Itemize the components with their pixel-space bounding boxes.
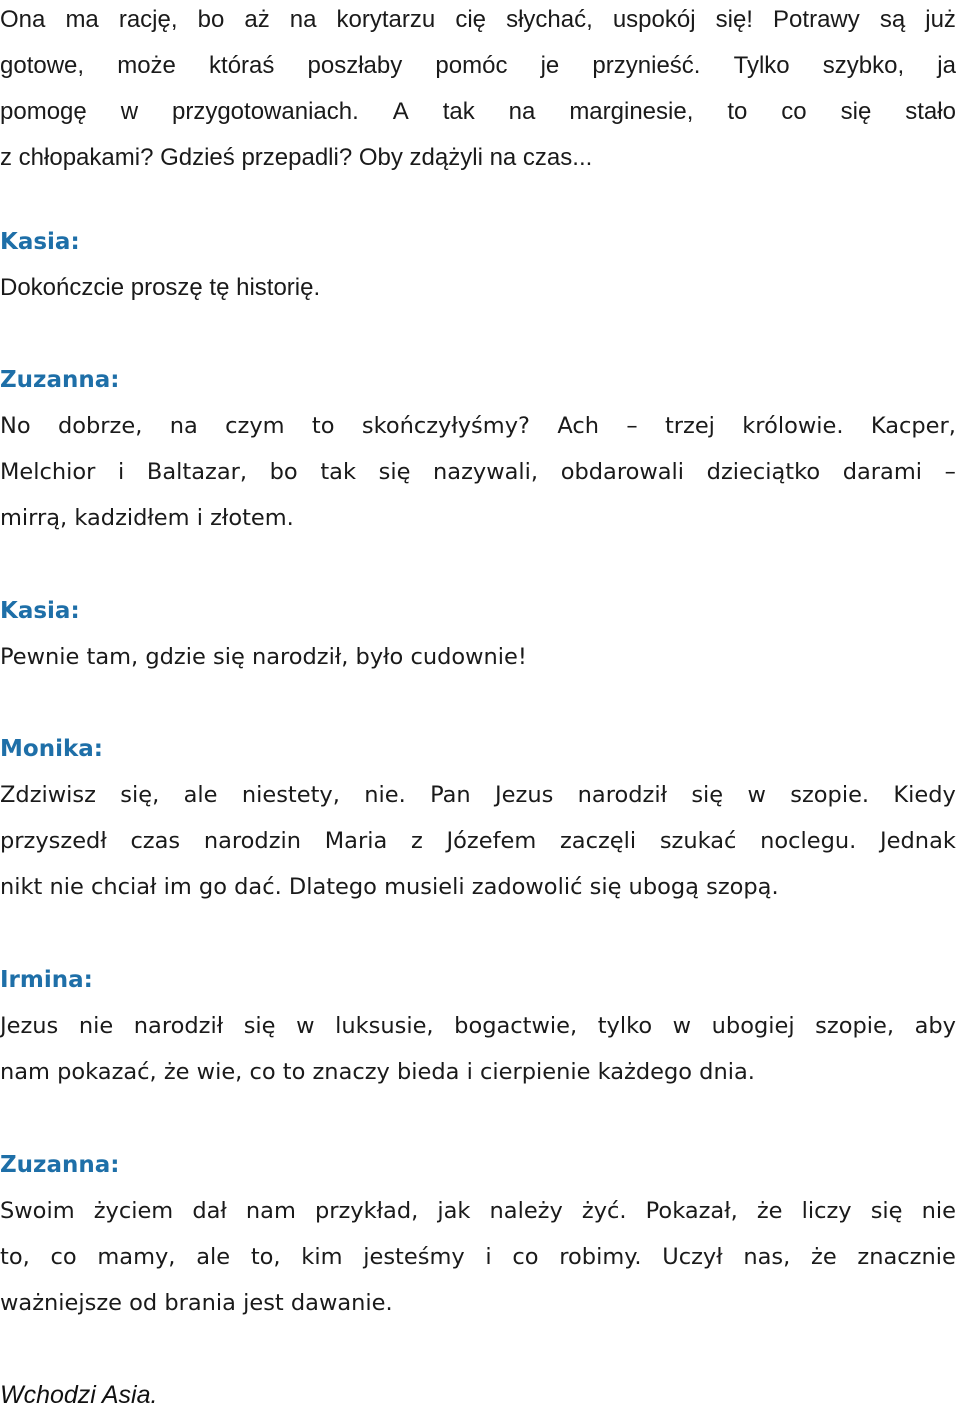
word: jak: [437, 1198, 471, 1224]
word: dzieciątko: [706, 459, 821, 485]
word: czas: [130, 828, 181, 854]
word: Uczył: [662, 1244, 723, 1270]
word: No: [0, 413, 31, 439]
word: ale: [196, 1244, 231, 1270]
word: co: [512, 1244, 539, 1270]
word: gotowe,: [0, 52, 85, 79]
word: na: [508, 98, 536, 125]
word: należy: [489, 1198, 563, 1224]
speaker-name: Zuzanna:: [0, 1152, 120, 1178]
word: nam: [245, 1198, 296, 1224]
word: pomogę: [0, 98, 87, 125]
word: Ona: [0, 6, 46, 33]
word: nazywali,: [433, 459, 539, 485]
text-line: [0, 43, 956, 89]
word: słychać,: [506, 6, 593, 33]
word: z: [410, 828, 423, 854]
word: nie: [921, 1198, 956, 1224]
speaker-name: Irmina:: [0, 967, 93, 993]
word: czym: [225, 413, 285, 439]
speaker-name: Kasia:: [0, 598, 80, 624]
word: Ach: [557, 413, 599, 439]
word: się: [840, 98, 872, 125]
word: bo: [269, 459, 298, 485]
word: jesteśmy: [363, 1244, 465, 1270]
word: że: [811, 1244, 837, 1270]
word: żyć.: [581, 1198, 627, 1224]
word: mamy,: [97, 1244, 176, 1270]
word: ja: [937, 52, 956, 79]
dialogue-entry: [0, 1142, 958, 1326]
word: w: [672, 1013, 692, 1039]
word: niestety,: [241, 782, 340, 808]
word: poszłaby: [307, 52, 403, 79]
word: Swoim: [0, 1198, 75, 1224]
word: Jezus: [0, 1013, 59, 1039]
dialogue-line: [0, 1234, 956, 1280]
word: bo: [197, 6, 225, 33]
word: w: [296, 1013, 315, 1039]
speaker-name: Zuzanna:: [0, 367, 120, 393]
word: pomóc: [435, 52, 508, 79]
word: trzej: [664, 413, 715, 439]
word: że: [756, 1198, 783, 1224]
word: się,: [120, 782, 160, 808]
dialogue-entry: [0, 588, 958, 680]
word: się: [378, 459, 411, 485]
dialogue-line: [0, 403, 956, 449]
word: Zdziwisz: [0, 782, 96, 808]
word: w: [747, 782, 766, 808]
text-line: z chłopakami? Gdzieś przepadli? Oby zdążyli na czas...: [0, 144, 593, 171]
word: nie: [78, 1013, 114, 1039]
word: korytarzu: [336, 6, 436, 33]
dialogue-line: mirrą, kadzidłem i złotem.: [0, 505, 294, 531]
word: Pan: [430, 782, 471, 808]
word: aż: [244, 6, 270, 33]
word: tak: [442, 98, 475, 125]
word: życiem: [93, 1198, 174, 1224]
word: Jednak: [880, 828, 956, 854]
dialogue-entry: [0, 219, 958, 311]
word: Kiedy: [893, 782, 956, 808]
word: robimy.: [559, 1244, 642, 1270]
word: marginesie,: [569, 98, 694, 125]
word: luksusie,: [335, 1013, 434, 1039]
intro-paragraph: [0, 0, 958, 181]
word: przyszedł: [0, 828, 107, 854]
speaker-name: Monika:: [0, 736, 103, 762]
word: ubogiej: [711, 1013, 795, 1039]
dialogue-line: ważniejsze od brania jest dawanie.: [0, 1290, 393, 1316]
word: królowie.: [742, 413, 844, 439]
word: w: [120, 98, 139, 125]
word: się: [243, 1013, 276, 1039]
word: dobrze,: [57, 413, 143, 439]
word: zaczęli: [559, 828, 637, 854]
text-line: [0, 89, 956, 135]
word: aby: [914, 1013, 956, 1039]
word: obdarowali: [560, 459, 685, 485]
dialogue-line: Pewnie tam, gdzie się narodził, było cudownie!: [0, 644, 527, 670]
word: to,: [250, 1244, 281, 1270]
word: przykład,: [314, 1198, 419, 1224]
word: ma: [65, 6, 99, 33]
word: może: [117, 52, 176, 79]
text-line: [0, 0, 956, 43]
speaker-name: Kasia:: [0, 229, 80, 255]
dialogue-line: [0, 449, 956, 495]
word: noclegu.: [760, 828, 857, 854]
stage-direction-text: Wchodzi Asia.: [0, 1381, 158, 1409]
dialogue-entry: [0, 726, 958, 910]
word: Józefem: [446, 828, 537, 854]
dialogue-line: [0, 772, 956, 818]
word: szopie,: [815, 1013, 894, 1039]
word: tak: [320, 459, 356, 485]
dialogue-line: Dokończcie proszę tę historię.: [0, 274, 321, 301]
word: Jezus: [495, 782, 554, 808]
word: Tylko: [733, 52, 790, 79]
dialogue-line: [0, 818, 956, 864]
dialogue-line: [0, 1003, 956, 1049]
word: dał: [192, 1198, 227, 1224]
word: Kacper,: [870, 413, 956, 439]
word: na: [169, 413, 198, 439]
word: –: [626, 413, 638, 439]
word: to: [727, 98, 748, 125]
word: już: [925, 6, 956, 33]
word: –: [944, 459, 956, 485]
word: szybko,: [822, 52, 905, 79]
word: co: [50, 1244, 77, 1270]
word: szukać: [659, 828, 737, 854]
word: stało: [905, 98, 956, 125]
word: nie.: [364, 782, 406, 808]
dialogue-line: nam pokazać, że wie, co to znaczy bieda i cierpienie każdego dnia.: [0, 1059, 755, 1085]
word: kim: [301, 1244, 343, 1270]
word: co: [781, 98, 807, 125]
word: Potrawy: [773, 6, 860, 33]
word: przynieść.: [592, 52, 701, 79]
word: Melchior: [0, 459, 96, 485]
dialogue-entry: [0, 957, 958, 1095]
word: nas,: [743, 1244, 791, 1270]
word: szopie.: [790, 782, 870, 808]
word: Baltazar,: [146, 459, 248, 485]
word: i: [485, 1244, 492, 1270]
word: narodził: [577, 782, 667, 808]
word: i: [118, 459, 125, 485]
word: je: [540, 52, 560, 79]
word: się!: [715, 6, 753, 33]
word: znacznie: [857, 1244, 956, 1270]
word: któraś: [209, 52, 275, 79]
word: się: [870, 1198, 903, 1224]
dialogue-line: [0, 1188, 956, 1234]
word: narodził: [133, 1013, 224, 1039]
stage-direction: [0, 1372, 958, 1418]
word: to,: [0, 1244, 30, 1270]
word: narodzin: [203, 828, 302, 854]
word: cię: [455, 6, 486, 33]
word: uspokój: [612, 6, 696, 33]
word: bogactwie,: [454, 1013, 578, 1039]
word: darami: [842, 459, 922, 485]
word: ale: [183, 782, 218, 808]
word: się: [691, 782, 724, 808]
word: liczy: [801, 1198, 852, 1224]
word: przygotowaniach.: [171, 98, 359, 125]
word: rację,: [118, 6, 178, 33]
word: A: [392, 98, 409, 125]
word: Maria: [324, 828, 388, 854]
dialogue-entry: [0, 357, 958, 541]
word: skończyłyśmy?: [361, 413, 530, 439]
word: na: [289, 6, 317, 33]
word: tylko: [597, 1013, 653, 1039]
word: są: [879, 6, 906, 33]
dialogue-line: nikt nie chciał im go dać. Dlatego musieli zadowolić się ubogą szopą.: [0, 874, 779, 900]
word: Pokazał,: [645, 1198, 738, 1224]
word: to: [311, 413, 335, 439]
